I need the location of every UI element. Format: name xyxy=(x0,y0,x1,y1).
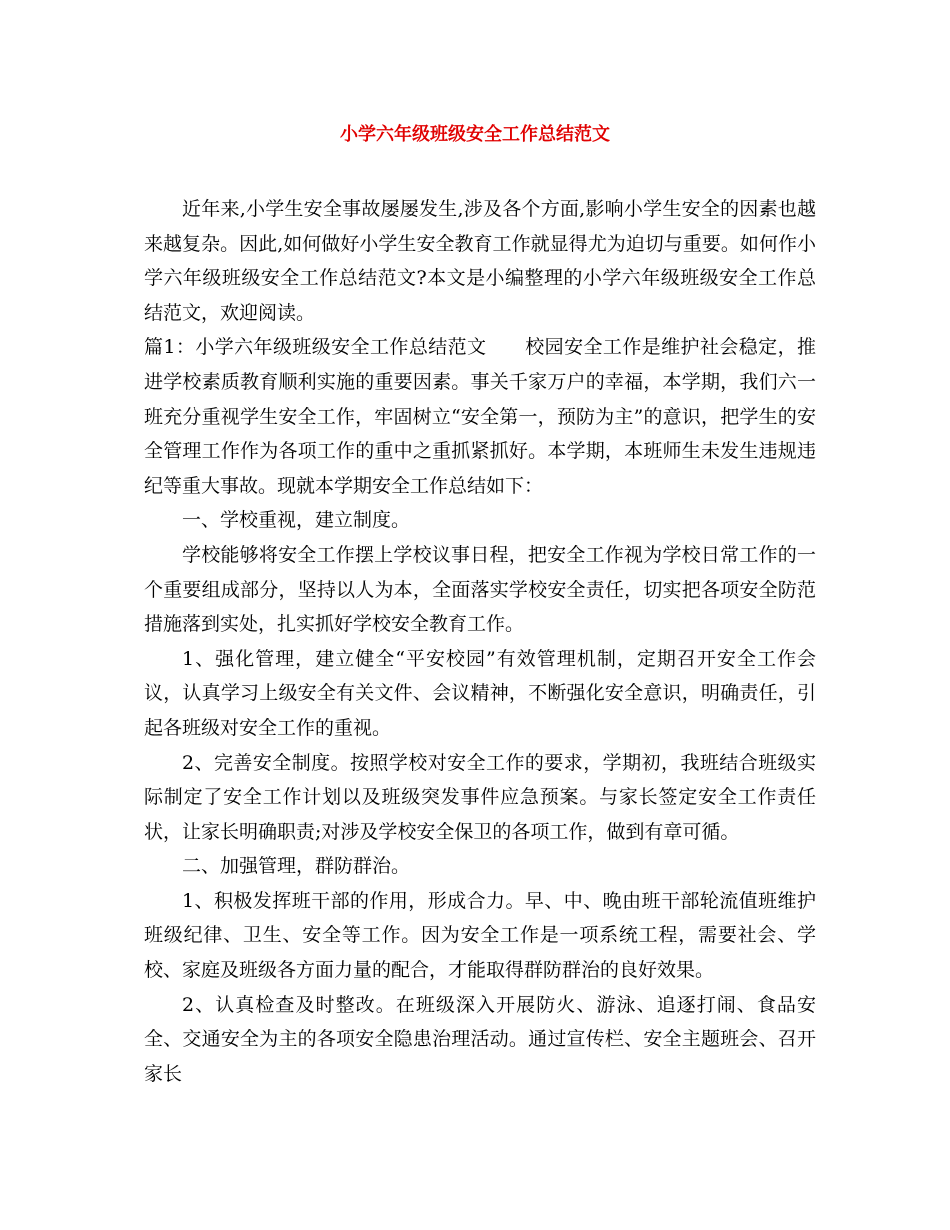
paragraph-item-1: 1、强化管理，建立健全“平安校园”有效管理机制，定期召开安全工作会议，认真学习上级安全有关文件、会议精神，不断强化安全意识，明确责任，引起各班级对安全工作的重视。 xyxy=(144,647,816,739)
document-title: 小学六年级班级安全工作总结范文 xyxy=(340,124,610,145)
paragraph-section-1: 篇1：小学六年级班级安全工作总结范文 校园安全工作是维护社会稳定，推进学校素质教育顺利实施的重要因素。事关千家万户的幸福，本学期，我们六一班充分重视学生安全工作，牢固树立“安全第一，预防为主”的意识，把学生的安全管理工作作为各项工作的重中之重抓紧抓好。本学期，本班师生未发生违规违纪等重大事故。现就本学期安全工作总结如下： xyxy=(144,336,816,497)
paragraph-item-4: 2、认真检查及时整改。在班级深入开展防火、游泳、追逐打闹、食品安全、交通安全为主的各项安全隐患治理活动。通过宣传栏、安全主题班会、召开家长 xyxy=(144,993,816,1085)
paragraph-item-2: 2、完善安全制度。按照学校对安全工作的要求，学期初，我班结合班级实际制定了安全工作计划以及班级突发事件应急预案。与家长签定安全工作责任状，让家长明确职责;对涉及学校安全保卫的各项工作，做到有章可循。 xyxy=(144,751,816,843)
document-body xyxy=(144,192,816,1091)
paragraph-heading-2: 二、加强管理，群防群治。 xyxy=(182,855,411,878)
paragraph-school-importance: 学校能够将安全工作摆上学校议事日程，把安全工作视为学校日常工作的一个重要组成部分，坚持以人为本，全面落实学校安全责任，切实把各项安全防范措施落到实处，扎实抓好学校安全教育工作。 xyxy=(144,543,816,636)
paragraph-intro: 近年来,小学生安全事故屡屡发生,涉及各个方面,影响小学生安全的因素也越来越复杂。因此,如何做好小学生安全教育工作就显得尤为迫切与重要。如何作小学六年级班级安全工作总结范文?本文是小编整理的小学六年级班级安全工作总结范文，欢迎阅读。 xyxy=(144,198,816,324)
paragraph-item-3: 1、积极发挥班干部的作用，形成合力。早、中、晚由班干部轮流值班维护班级纪律、卫生、安全等工作。因为安全工作是一项系统工程，需要社会、学校、家庭及班级各方面力量的配合，才能取得群防群治的良好效果。 xyxy=(144,889,816,982)
paragraph-heading-1: 一、学校重视，建立制度。 xyxy=(182,509,411,532)
